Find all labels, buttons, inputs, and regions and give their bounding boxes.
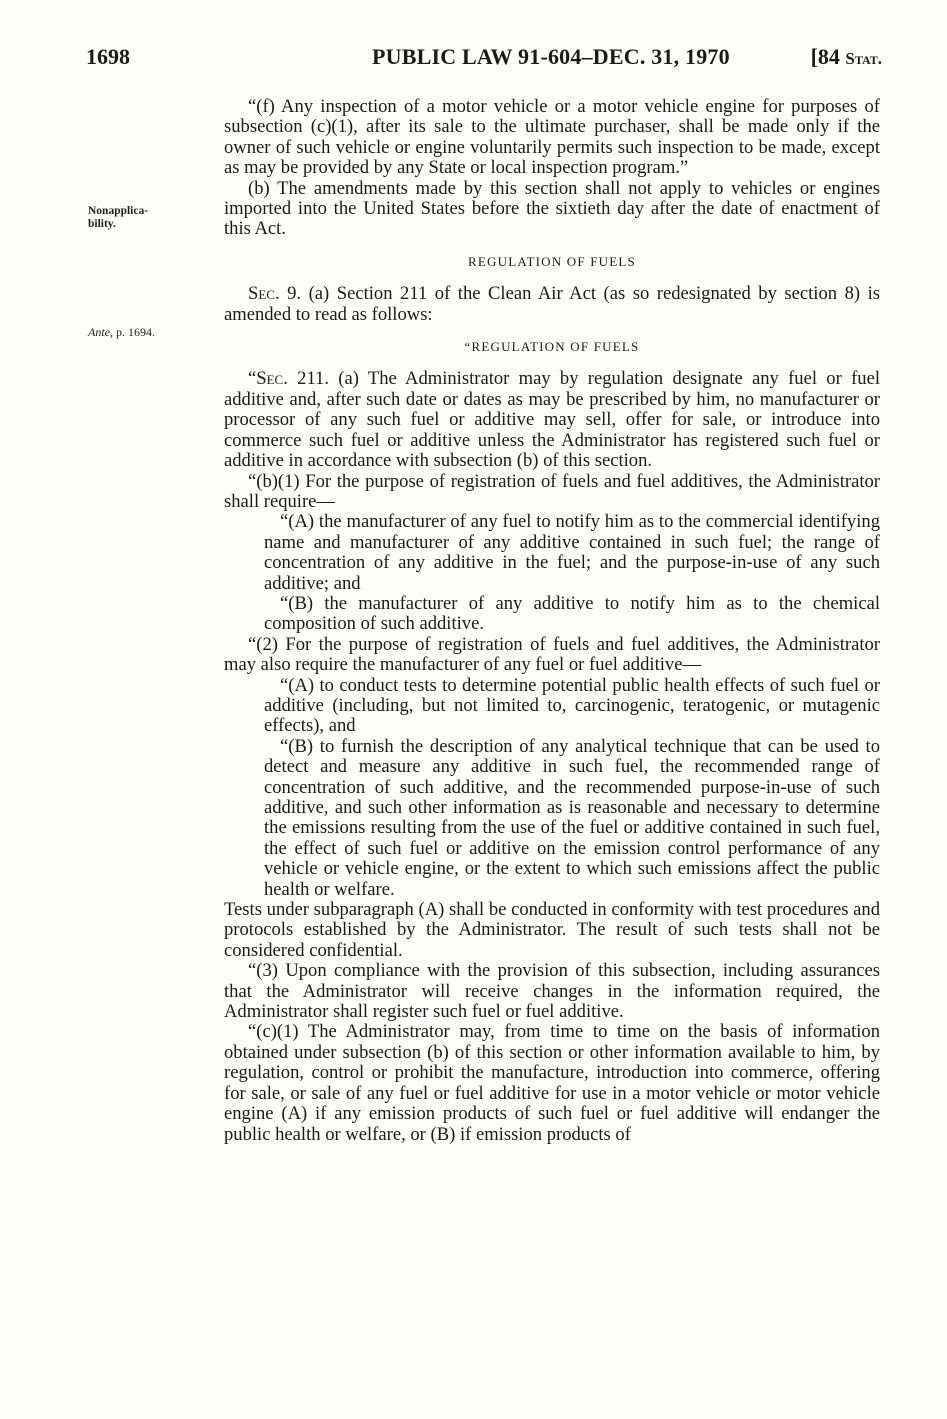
paragraph: “(2) For the purpose of registration of fuels and fuel additives, the Administrator may also require the manufacturer of any fuel or fuel additive— — [224, 633, 880, 676]
section-heading: REGULATION OF FUELS — [468, 253, 636, 269]
paragraph: (b) The amendments made by this section shall not apply to vehicles or engines imported into the United States before the sixtieth day after the date of enactment of this Act. — [224, 177, 880, 240]
page-header — [86, 44, 882, 72]
paragraph-indented: “(A) to conduct tests to determine potential public health effects of such fuel or additive (including, but not limited to, carcinogenic, teratogenic, or mutagenic effects), and — [264, 674, 880, 737]
margin-note-ante-page: p. 1694. — [113, 325, 155, 339]
margin-note-nonapplicability — [88, 205, 198, 231]
paragraph-text: 211. (a) The Administrator may by regulation designate any fuel or fuel additive and, after such date or dates as may be prescribed by him, no manufacturer or processor of any such fuel or additive may sell, offer for sale, or introduce into commerce such fuel or additive unless the Administrator has registered such fuel or additive in accordance with subsection (b) of this section. — [224, 368, 880, 472]
paragraph-indented: “(B) the manufacturer of any additive to notify him as to the chemical composition of such additive. — [264, 592, 880, 635]
paragraph-indented: “(B) to furnish the description of any analytical technique that can be used to detect and measure any additive in such fuel, the recommended range of concentration of such additive, and the recommended purpose-in-use of such additive, and such other information as is reasonable and necessary to determine the emissions resulting from the use of the fuel or additive contained in such fuel, the effect of such fuel or additive on the emission control performance of any vehicle or vehicle engine, or the extent to which such emissions affect the public health or welfare. — [264, 735, 880, 900]
paragraph — [224, 284, 880, 325]
volume-number: [84 — [810, 44, 840, 69]
paragraph-indented: “(A) the manufacturer of any fuel to notify him as to the commercial identifying name and manufacturer of any additive contained in such fuel; the range of concentration of any additive in the fuel; and the purpose-in-use of any such additive; and — [264, 511, 880, 594]
margin-note-ante-label: Ante, — [88, 325, 113, 339]
paragraph: “(b)(1) For the purpose of registration of fuels and fuel additives, the Administrator shall require— — [224, 470, 880, 512]
paragraph-text: 9. (a) Section 211 of the Clean Air Act (as so redesignated by section 8) is amended to read as follows: — [224, 283, 880, 325]
paragraph: Tests under subparagraph (A) shall be conducted in conformity with test procedures and protocols established by the Administrator. The result of such tests shall not be considered confidential. — [224, 899, 880, 961]
paragraph — [224, 369, 880, 471]
margin-note-line: Nonapplica- — [88, 205, 149, 217]
running-title: PUBLIC LAW 91-604–DEC. 31, 1970 — [372, 44, 730, 69]
sec-label: “Sec. — [248, 368, 288, 390]
volume-suffix: Stat. — [845, 49, 882, 68]
volume-reference — [811, 44, 882, 70]
section-heading: “REGULATION OF FUELS — [464, 339, 640, 355]
page-number: 1698 — [86, 44, 130, 69]
document-body — [224, 97, 880, 1145]
sec-label: Sec. — [248, 283, 280, 305]
paragraph: “(3) Upon compliance with the provision of this subsection, including assurances that the Administrator will receive changes in the information required, the Administrator shall register such fuel or fuel additive. — [224, 960, 880, 1023]
margin-note-ante — [88, 326, 218, 339]
paragraph: “(c)(1) The Administrator may, from time to time on the basis of information obtained under subsection (b) of this section or other information available to him, by regulation, control or prohibit the manufacture, introduction into commerce, offering for sale, or sale of any fuel or fuel additive for use in a motor vehicle or motor vehicle engine (A) if any emission products of such fuel or fuel additive will endanger the public health or welfare, or (B) if emission products of — [224, 1021, 880, 1145]
paragraph: “(f) Any inspection of a motor vehicle or a motor vehicle engine for purposes of subsection (c)(1), after its sale to the ultimate purchaser, shall be made only if the owner of such vehicle or engine voluntarily permits such inspection to be made, except as may be provided by any State or local inspection program.” — [224, 96, 880, 179]
margin-note-line: bility. — [88, 218, 116, 230]
